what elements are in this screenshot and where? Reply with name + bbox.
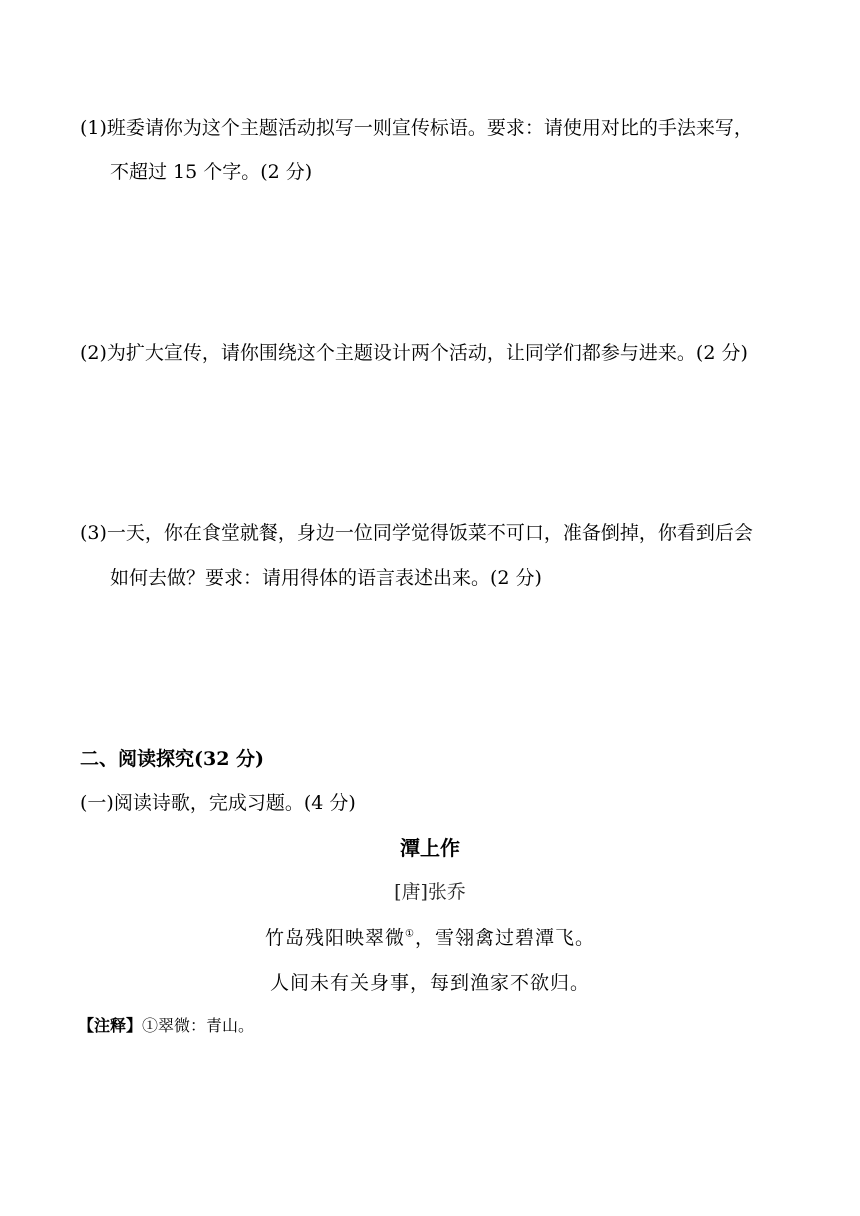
question-1-line-1: (1)班委请你为这个主题活动拟写一则宣传标语。要求：请使用对比的手法来写，: [80, 117, 753, 139]
poem-line-1-part-b: ，雪翎禽过碧潭飞。: [414, 927, 595, 949]
poem-line-2: 人间未有关身事，每到渔家不欲归。: [269, 972, 590, 994]
annotation-label: 【注释】: [78, 1016, 143, 1035]
poem-line-1: [0, 926, 860, 950]
poem-title: 潭上作: [400, 836, 460, 860]
annotation: [78, 1014, 254, 1038]
subsection-heading: (一)阅读诗歌，完成习题。(4 分): [80, 792, 356, 814]
question-3-line-1: (3)一天，你在食堂就餐，身边一位同学觉得饭菜不可口，准备倒掉，你看到后会: [80, 522, 753, 544]
section-heading: 二、阅读探究(32 分): [80, 748, 265, 770]
question-1-line-2: 不超过 15 个字。(2 分): [110, 161, 313, 183]
poem-author: [唐]张乔: [394, 881, 466, 903]
question-3-line-2: 如何去做？要求：请用得体的语言表述出来。(2 分): [110, 567, 542, 589]
question-2-line-1: (2)为扩大宣传，请你围绕这个主题设计两个活动，让同学们都参与进来。(2 分): [80, 342, 748, 364]
annotation-text: ①翠微：青山。: [142, 1016, 255, 1035]
footnote-marker: ①: [405, 928, 415, 940]
poem-line-1-part-a: 竹岛残阳映翠微: [265, 927, 406, 949]
